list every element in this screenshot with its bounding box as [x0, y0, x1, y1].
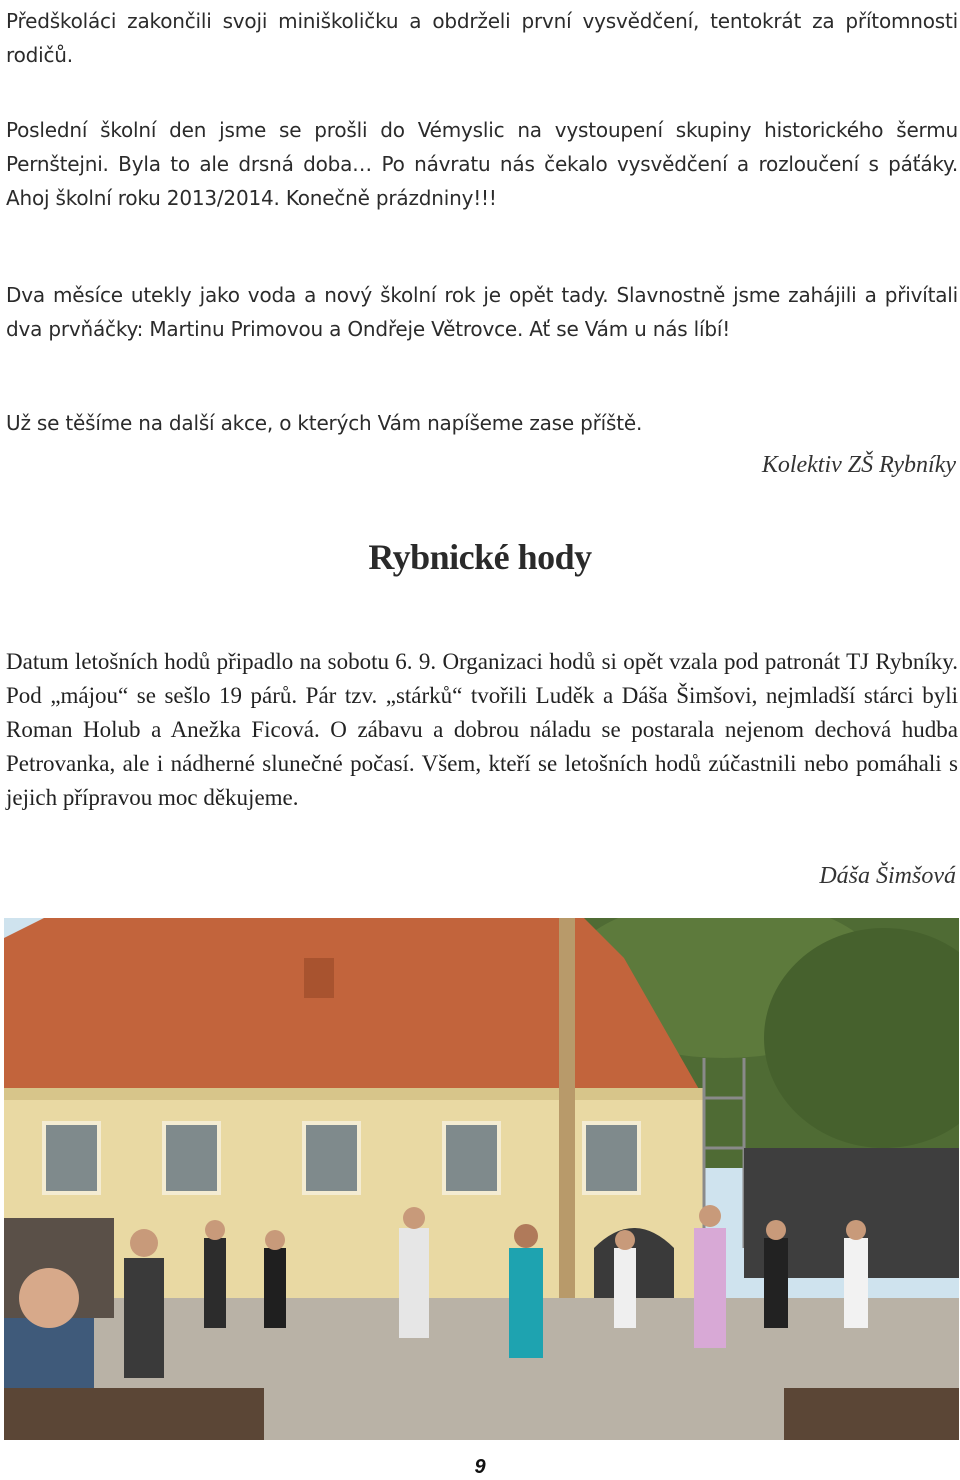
page-number: 9: [474, 1456, 486, 1478]
festival-photo: [4, 918, 959, 1440]
paragraph-looking-forward: Už se těšíme na další akce, o kterých Vám napíšeme zase příště.: [6, 411, 643, 435]
paragraph-preschool: Předškoláci zakončili svoji miniškoličku a obdrželi první vysvědčení, tentokrát za přítomnosti rodičů.: [6, 9, 958, 67]
paragraph-last-school-day: Poslední školní den jsme se prošli do Vémyslic na vystoupení skupiny historického šermu Pernštejni. Byla to ale drsná doba… Po návratu nás čekalo vysvědčení a rozloučení s páťáky. Ahoj školní roku 2013/2014. Konečně prázdniny!!!: [6, 118, 958, 210]
paragraph-new-school-year: Dva měsíce utekly jako voda a nový školní rok je opět tady. Slavnostně jsme zahájili a přivítali dva prvňáčky: Martinu Primovou a Ondřeje Větrovce. Ať se Vám u nás líbí!: [6, 283, 958, 341]
article-body: Datum letošních hodů připadlo na sobotu 6. 9. Organizaci hodů si opět vzala pod patronát TJ Rybníky. Pod „májou“ se sešlo 19 párů. Pár tzv. „stárků“ tvořili Luděk a Dáša Šimšovi, nejmladší stárci byli Roman Holub a Anežka Ficová. O zábavu a dobrou náladu se postarala nejenom dechová hudba Petrovanka, ale i nádherné slunečné počasí. Všem, kteří se letošních hodů zúčastnili nebo pomáhali s jejich přípravou moc děkujeme.: [6, 649, 958, 810]
article-signature: Dáša Šimšová: [819, 863, 956, 889]
signature-school: Kolektiv ZŠ Rybníky: [761, 452, 956, 478]
article-title: Rybnické hody: [368, 537, 592, 577]
